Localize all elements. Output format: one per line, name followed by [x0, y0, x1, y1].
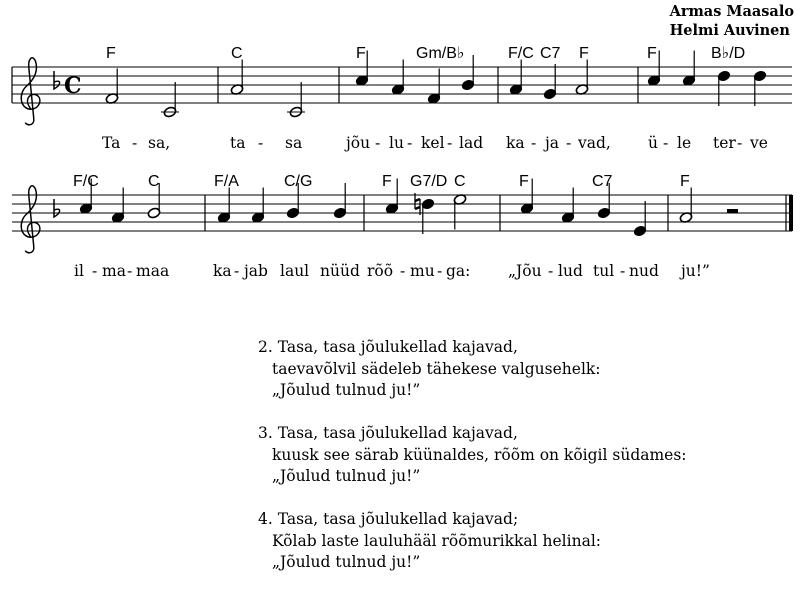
lyric-syllable: jõu [346, 134, 371, 152]
lyric-syllable: jab [244, 262, 268, 280]
chord-symbol: C7 [592, 173, 613, 190]
half-rest-icon [727, 209, 738, 213]
lyric-syllable: le [677, 134, 692, 152]
lyric-syllable: ma [102, 262, 126, 280]
lyric-syllable: sa [285, 134, 303, 152]
chord-symbol: F [106, 45, 116, 62]
quarter-note [421, 198, 435, 234]
quarter-note [509, 60, 523, 96]
lyric-syllable: „Jõu [508, 262, 542, 280]
chord-symbol: F/C [73, 173, 99, 190]
additional-verses [258, 337, 687, 595]
chord-symbol: C7 [540, 45, 561, 62]
lyric-hyphen: - [663, 134, 669, 152]
lyric-syllable: vad, [578, 134, 611, 152]
lyric-hyphen: - [737, 134, 743, 152]
chord-symbol: F [356, 45, 366, 62]
verse-2 [258, 337, 687, 402]
treble-clef-icon [21, 186, 40, 253]
half-note [679, 188, 693, 224]
chord-symbol: F/A [214, 173, 239, 190]
lyric-syllable: Ta [102, 134, 121, 152]
staff-system-1 [12, 45, 792, 152]
half-note [453, 193, 467, 229]
verse-line: 3. Tasa, tasa jõulukellad kajavad, [258, 424, 518, 442]
lyric-syllable: tul [593, 262, 615, 280]
chord-symbol: F [680, 173, 690, 190]
lyric-hyphen: - [407, 134, 413, 152]
lyric-syllable: mu [410, 262, 435, 280]
lyric-syllable: ka [506, 134, 525, 152]
lyric-syllable: lu [389, 134, 404, 152]
lyric-hyphen: - [447, 134, 453, 152]
lyric-hyphen: - [258, 134, 264, 152]
chord-symbol: B♭/D [711, 45, 746, 62]
lyric-syllable: ga: [446, 262, 471, 280]
chord-symbol: C [148, 173, 160, 190]
lyric-hyphen: - [400, 262, 406, 280]
key-flat-icon [54, 199, 60, 217]
lyric-syllable: ka [213, 262, 232, 280]
lyric-syllable: lad [459, 134, 484, 152]
verse-3 [258, 423, 687, 488]
chord-symbol: F [647, 45, 657, 62]
lyric-syllable: nüüd [320, 262, 360, 280]
key-flat-icon [54, 71, 60, 89]
lyric-syllable: ter [713, 134, 736, 152]
half-note [105, 69, 119, 105]
lyric-hyphen: - [437, 262, 443, 280]
lyric-hyphen: - [548, 262, 554, 280]
lyric-hyphen: - [234, 262, 240, 280]
final-bar-line [789, 195, 793, 231]
verse-line: „Jõulud tulnud ju!” [272, 553, 421, 571]
lyric-hyphen: - [92, 262, 98, 280]
lyric-syllable: ve [750, 134, 768, 152]
lyric-hyphen: - [132, 134, 138, 152]
lyric-syllable: maa [136, 262, 170, 280]
verse-line: Kõlab laste lauluhääl rõõmurikkal helinal: [272, 531, 601, 550]
half-note [161, 82, 179, 118]
chord-symbol: C/G [284, 173, 313, 190]
lyric-syllable: ju!” [681, 262, 710, 280]
chord-symbol: F/C [508, 45, 534, 62]
quarter-note [717, 70, 731, 106]
verse-line: „Jõulud tulnud ju!” [272, 381, 421, 399]
quarter-note [682, 51, 696, 87]
verse-line: „Jõulud tulnud ju!” [272, 467, 421, 485]
composer-name: Armas Maasalo [669, 3, 794, 20]
half-note [575, 60, 589, 96]
notes-system-2 [79, 179, 738, 238]
quarter-note [251, 188, 265, 224]
lyrics-system-2 [74, 262, 710, 280]
quarter-note [561, 188, 575, 224]
verse-4 [258, 509, 687, 574]
lyric-syllable: ü [648, 134, 658, 152]
lyric-syllable: laul [280, 262, 310, 280]
lyric-hyphen: - [375, 134, 381, 152]
staff-system-2 [12, 173, 793, 280]
lyricist-name: Helmi Auvinen [669, 22, 790, 39]
chord-symbol: C [231, 45, 243, 62]
lyric-syllable: ta [230, 134, 246, 152]
verse-line: 4. Tasa, tasa jõulukellad kajavad; [258, 510, 519, 528]
lyric-syllable: il [74, 262, 84, 280]
chord-symbol: F [579, 45, 589, 62]
quarter-note [427, 69, 441, 105]
chord-symbol: Gm/B♭ [416, 45, 465, 62]
lyrics-system-1 [102, 134, 768, 152]
lyric-syllable: rõõ [367, 262, 394, 280]
quarter-note [333, 183, 347, 219]
quarter-note [391, 60, 405, 96]
verse-line: 2. Tasa, tasa jõulukellad kajavad, [258, 338, 518, 356]
verse-line: kuusk see särab küünaldes, rõõm on kõigil südames: [272, 445, 687, 464]
lyric-syllable: ja [545, 134, 560, 152]
lyric-hyphen: - [127, 262, 133, 280]
half-note [230, 60, 244, 96]
common-time-icon: C [64, 73, 82, 99]
quarter-note [543, 64, 557, 100]
quarter-note [633, 201, 647, 237]
lyric-hyphen: - [531, 134, 537, 152]
lyric-hyphen: - [566, 134, 572, 152]
chord-symbol: F [519, 173, 529, 190]
chord-symbol: F [382, 173, 392, 190]
lyric-hyphen: - [620, 262, 626, 280]
lyric-syllable: kel [421, 134, 445, 152]
lyric-syllable: nud [629, 262, 659, 280]
chord-symbol: C [454, 173, 466, 190]
lyric-syllable: sa, [148, 134, 171, 152]
treble-clef-icon [21, 58, 40, 125]
chord-symbol: G7/D [410, 173, 448, 190]
quarter-note [217, 188, 231, 224]
lyric-syllable: lud [558, 262, 583, 280]
quarter-note [753, 70, 767, 106]
verse-line: taevavõlvil sädeleb tähekese valgusehelk: [272, 359, 601, 378]
half-note [287, 82, 305, 118]
quarter-note [111, 188, 125, 224]
